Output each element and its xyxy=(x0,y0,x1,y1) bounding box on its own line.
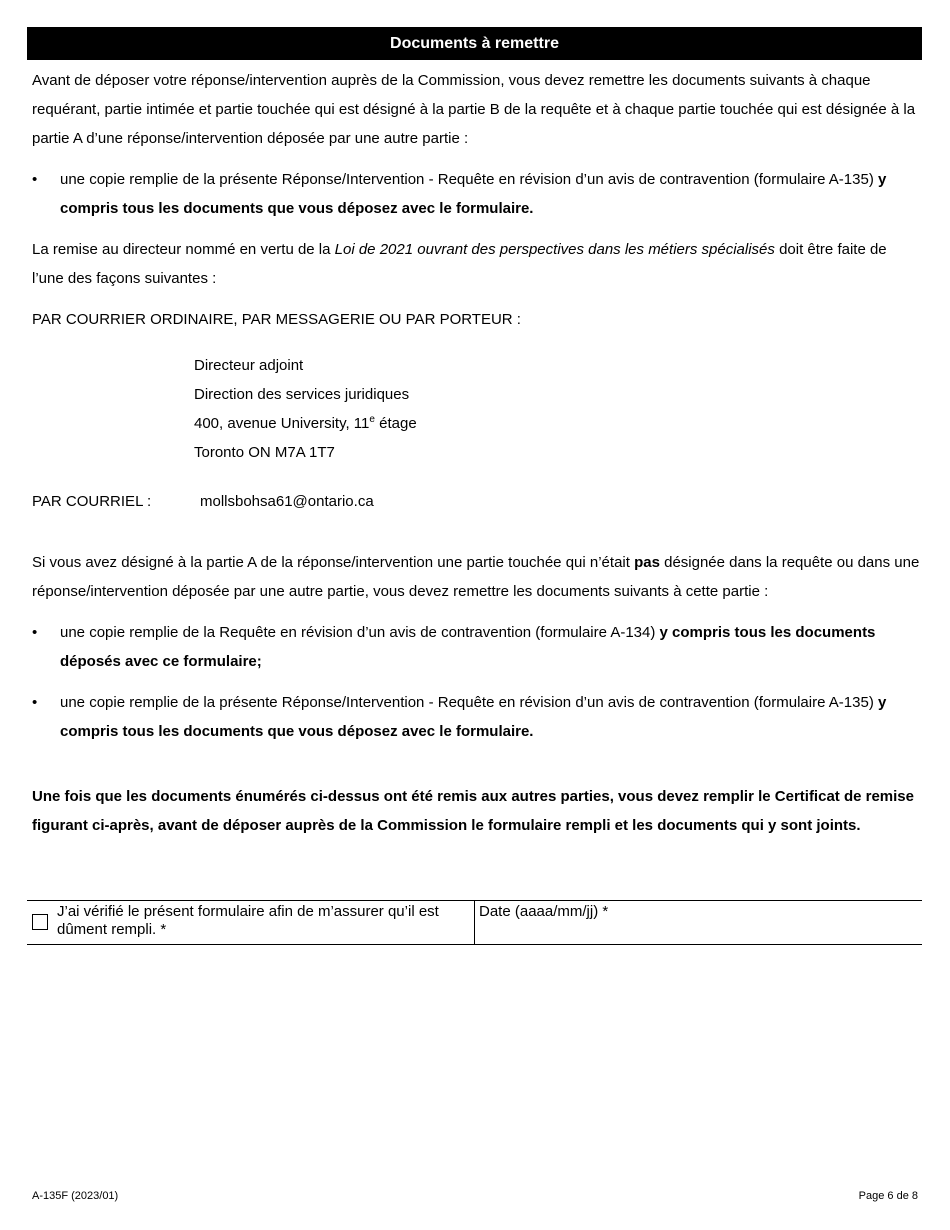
address-line-1: Directeur adjoint xyxy=(194,357,304,374)
section-header xyxy=(27,27,922,60)
bullet-item-1: • une copie remplie de la présente Réponse/Intervention - Requête en révision d’un avis de contravention (formulaire A-135) y compris tous les documents que vous déposez avec le formulaire. xyxy=(32,165,920,223)
email-label: PAR COURRIEL : xyxy=(32,493,152,510)
address-line-3: 400, avenue University, 11e étage xyxy=(194,414,417,432)
page-number: Page 6 de 8 xyxy=(858,1190,918,1202)
date-cell xyxy=(475,901,922,944)
email-address: mollsbohsa61@ontario.ca xyxy=(200,493,374,510)
designated-paragraph: Si vous avez désigné à la partie A de la réponse/intervention une partie touchée qui n’était pas désignée dans la requête ou dans une réponse/intervention déposée par une autre partie, vous devez remettre les documents suivants à cette partie : xyxy=(32,554,920,600)
bullet-icon: • xyxy=(32,171,38,188)
intro-paragraph: Avant de déposer votre réponse/intervention auprès de la Commission, vous devez remettre les documents suivants à chaque requérant, partie intimée et partie touchée qui est désigné à la partie B de la requête et à chaque partie touchée qui est désignée à la partie A d’une réponse/intervention déposée par une autre partie : xyxy=(32,72,916,147)
certificate-notice: Une fois que les documents énumérés ci-dessus ont été remis aux autres parties, vous devez remplir le Certificat de remise figurant ci-après, avant de déposer auprès de la Commission le formulaire rempli et les documents qui y sont joints. xyxy=(32,788,914,834)
act-title: Loi de 2021 ouvrant des perspectives dans les métiers spécialisés xyxy=(334,241,775,258)
date-input[interactable] xyxy=(479,922,909,940)
verification-cell xyxy=(27,901,475,944)
verification-table xyxy=(27,900,922,945)
verification-checkbox[interactable] xyxy=(32,914,48,930)
bullet-icon: • xyxy=(32,694,38,711)
bullet-item-2: • une copie remplie de la Requête en révision d’un avis de contravention (formulaire A-134) y compris tous les documents déposés avec ce formulaire; xyxy=(32,618,920,676)
verification-label: J’ai vérifié le présent formulaire afin de m’assurer qu’il est dûment rempli. * xyxy=(57,903,439,938)
form-id: A-135F (2023/01) xyxy=(32,1190,119,1202)
bullet-item-3: • une copie remplie de la présente Réponse/Intervention - Requête en révision d’un avis de contravention (formulaire A-135) y compris tous les documents que vous déposez avec le formulaire. xyxy=(32,688,920,746)
date-label: Date (aaaa/mm/jj) * xyxy=(479,903,609,920)
section-title: Documents à remettre xyxy=(390,34,559,52)
address-line-2: Direction des services juridiques xyxy=(194,386,410,403)
delivery-paragraph: La remise au directeur nommé en vertu de la Loi de 2021 ouvrant des perspectives dans les métiers spécialisés doit être faite de l’une des façons suivantes : xyxy=(32,241,887,287)
address-line-4: Toronto ON M7A 1T7 xyxy=(194,444,335,461)
bullet-icon: • xyxy=(32,624,38,641)
mail-heading: PAR COURRIER ORDINAIRE, PAR MESSAGERIE OU PAR PORTEUR : xyxy=(32,311,521,328)
